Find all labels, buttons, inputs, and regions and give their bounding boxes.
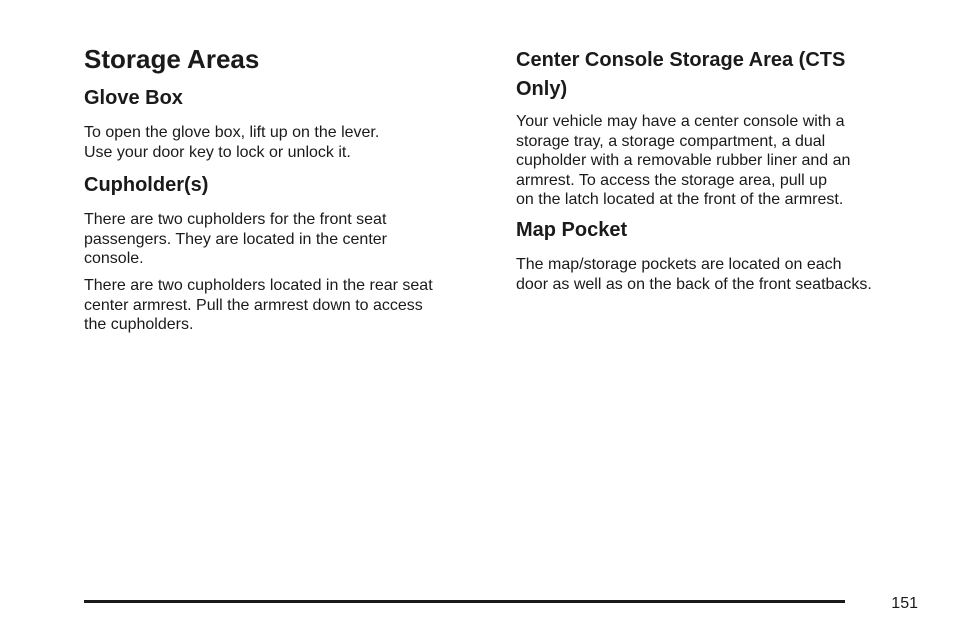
map-pocket-section-heading-wrap: [516, 218, 627, 242]
center-console-heading: Center Console Storage Area (CTS Only): [516, 49, 846, 100]
glove-box-section-heading-wrap: [84, 86, 183, 110]
center-console-text: Your vehicle may have a center console with a storage tray, a storage compartment, a dual cupholder with a removable rubber liner and an armrest. To access the storage area, pull up on the latch located at the front of the armrest.: [516, 113, 851, 208]
page-number: 151: [891, 595, 918, 612]
page-title: Storage Areas: [84, 44, 260, 74]
cupholders-heading: Cupholder(s): [84, 174, 209, 196]
map-pocket-text: The map/storage pockets are located on each door as well as on the back of the front seatbacks.: [516, 256, 872, 293]
center-console-section-heading-wrap: [516, 46, 856, 104]
map-pocket-heading: Map Pocket: [516, 219, 628, 241]
glove-box-heading: Glove Box: [84, 87, 183, 109]
cupholders-rear-text: There are two cupholders located in the rear seat center armrest. Pull the armrest down to access the cupholders.: [84, 277, 433, 333]
cupholders-section-heading-wrap: [84, 173, 208, 197]
footer-rule: [84, 600, 845, 603]
glove-box-text: To open the glove box, lift up on the lever. Use your door key to lock or unlock it.: [84, 124, 380, 161]
cupholders-front-text: There are two cupholders for the front seat passengers. They are located in the center console.: [84, 211, 387, 267]
